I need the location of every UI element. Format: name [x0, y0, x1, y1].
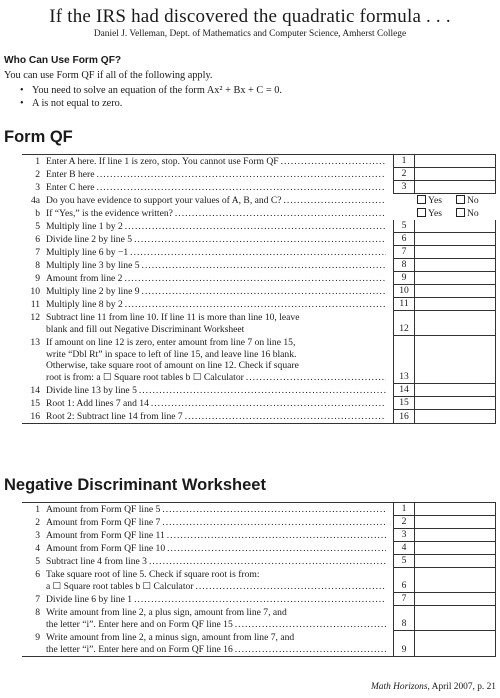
- yes-checkbox[interactable]: [417, 208, 426, 217]
- line-box: [393, 593, 415, 606]
- line-number: 9: [35, 632, 40, 643]
- line-instruction: [46, 182, 386, 194]
- line-number: 10: [30, 286, 40, 297]
- dot-leader: [134, 594, 386, 606]
- dot-leader: [142, 286, 386, 298]
- footer-date-page: , April 2007, p. 21: [427, 682, 496, 692]
- line-instruction: [46, 169, 386, 181]
- form-line: [22, 194, 496, 207]
- instruction-text: Write amount from line 2, a minus sign, amount from line 7, and: [46, 632, 295, 643]
- line-box-number: 3: [401, 529, 407, 541]
- line-number: b: [35, 208, 40, 219]
- line-box-number: 3: [401, 181, 407, 193]
- line-instruction: [46, 312, 386, 335]
- line-box: [393, 233, 415, 246]
- amount-field[interactable]: [413, 168, 496, 181]
- form-line: [22, 568, 496, 593]
- dot-leader: [167, 543, 386, 555]
- instruction-text: Subtract line 11 from line 10. If line 11 is more than line 10, leave: [46, 312, 300, 323]
- line-box-number: 10: [399, 285, 409, 297]
- line-box-number: 7: [401, 246, 407, 258]
- negative-table: [22, 502, 496, 657]
- form-line: [22, 529, 496, 542]
- line-instruction: [46, 273, 386, 285]
- who-heading: Who Can Use Form QF?: [4, 55, 122, 66]
- form-line: [22, 207, 496, 220]
- form-line: [22, 168, 496, 181]
- form-line: [22, 397, 496, 410]
- instruction-text: Root 2: Subtract line 14 from line 7: [46, 411, 183, 422]
- negative-heading: Negative Discriminant Worksheet: [4, 476, 266, 494]
- dot-leader: [167, 530, 386, 542]
- line-instruction: [46, 208, 386, 220]
- form-line: [22, 155, 496, 168]
- form-line: [22, 220, 496, 233]
- who-intro: You can use Form QF if all of the following apply.: [4, 70, 213, 81]
- dot-leader: [139, 385, 386, 397]
- instruction-text: Do you have evidence to support your values of A, B, and C?: [46, 195, 282, 206]
- line-box: [393, 259, 415, 272]
- instruction-text: Enter A here. If line 1 is zero, stop. You cannot use Form QF: [46, 156, 279, 167]
- line-number: 15: [30, 398, 40, 409]
- line-box-number: 15: [399, 397, 409, 409]
- amount-field[interactable]: [413, 155, 496, 168]
- line-box-number: 14: [399, 384, 409, 396]
- instruction-text: root is from: a ☐ Square root tables b ☐ Calculator: [46, 371, 244, 383]
- yes-no-choice: [417, 208, 479, 220]
- footer-citation: [371, 682, 496, 692]
- line-instruction: [46, 286, 386, 298]
- instruction-text: Root 1: Add lines 7 and 14: [46, 398, 149, 409]
- form-line: [22, 555, 496, 568]
- dot-leader: [151, 398, 386, 410]
- yes-no-choice: [417, 195, 479, 207]
- form-line: [22, 503, 496, 516]
- line-instruction: [46, 411, 386, 423]
- line-instruction: [46, 569, 386, 592]
- line-box-number: 1: [401, 503, 407, 515]
- instruction-text: Amount from line 2: [46, 273, 123, 284]
- instruction-text: Multiply line 6 by −1: [46, 247, 129, 258]
- instruction-text: Divide line 6 by line 1: [46, 594, 133, 605]
- line-number: 4: [35, 543, 40, 554]
- instruction-text: Amount from Form QF line 11: [46, 530, 165, 541]
- line-number: 5: [35, 556, 40, 567]
- yes-checkbox[interactable]: [417, 195, 426, 204]
- line-number: 6: [35, 569, 40, 580]
- line-number: 1: [35, 504, 40, 515]
- line-number: 13: [30, 337, 40, 348]
- line-instruction: [46, 530, 386, 542]
- line-instruction: [46, 221, 386, 233]
- amount-field[interactable]: [413, 516, 496, 529]
- dot-leader: [284, 195, 386, 207]
- form-line: [22, 542, 496, 555]
- line-box-number: 1: [401, 155, 407, 167]
- form-line: [22, 410, 496, 423]
- form-line: [22, 233, 496, 246]
- form-line: [22, 516, 496, 529]
- form-line: [22, 311, 496, 336]
- instruction-text: If “Yes,” is the evidence written?: [46, 208, 173, 219]
- line-instruction: [46, 594, 386, 606]
- line-number: 1: [35, 156, 40, 167]
- line-box: [393, 155, 415, 168]
- line-box: [393, 246, 415, 259]
- line-box: [393, 298, 415, 311]
- instruction-text: a ☐ Square root tables b ☐ Calculator: [46, 580, 194, 592]
- line-instruction: [46, 517, 386, 529]
- line-number: 3: [35, 530, 40, 541]
- form-qf-table: [22, 154, 496, 424]
- amount-field[interactable]: [413, 259, 496, 272]
- line-box-number: 6: [401, 233, 407, 245]
- line-number: 7: [35, 247, 40, 258]
- no-checkbox[interactable]: [456, 208, 465, 217]
- instruction-text: Subtract line 4 from line 3: [46, 556, 147, 567]
- amount-field[interactable]: [413, 181, 496, 194]
- line-number: 9: [35, 273, 40, 284]
- amount-field[interactable]: [413, 336, 496, 384]
- line-instruction: [46, 504, 386, 516]
- line-box: [393, 168, 415, 181]
- no-label: No: [466, 208, 479, 219]
- yes-label: Yes: [428, 195, 442, 206]
- instruction-text: the letter “i”. Enter here and on Form QF line 15: [46, 618, 233, 630]
- form-line: [22, 181, 496, 194]
- dot-leader: [130, 247, 386, 259]
- who-bullets: [20, 84, 282, 110]
- amount-field[interactable]: [413, 384, 496, 397]
- instruction-text: write “Dbl Rt” in space to left of line 15, and leave line 16 blank.: [46, 348, 297, 360]
- instruction-text: Amount from Form QF line 5: [46, 504, 161, 515]
- dot-leader: [235, 644, 386, 656]
- line-box: [393, 220, 415, 233]
- author-line: Daniel J. Velleman, Dept. of Mathematics and Computer Science, Amherst College: [93, 29, 407, 39]
- line-instruction: [46, 337, 386, 383]
- line-box-number: 11: [399, 298, 409, 310]
- line-number: 4a: [30, 195, 40, 206]
- line-box-number: 8: [401, 618, 407, 630]
- line-box-number: 2: [401, 168, 407, 180]
- instruction-text: the letter “i”. Enter here and on Form QF line 16: [46, 643, 233, 655]
- line-box-number: 8: [401, 259, 407, 271]
- dot-leader: [162, 517, 386, 529]
- form-line: [22, 298, 496, 311]
- instruction-text: Multiply line 8 by 2: [46, 299, 123, 310]
- line-box-number: 6: [401, 580, 407, 592]
- line-number: 6: [35, 234, 40, 245]
- line-instruction: [46, 299, 386, 311]
- instruction-text: Enter B here: [46, 169, 95, 180]
- line-number: 7: [35, 594, 40, 605]
- line-number: 2: [35, 517, 40, 528]
- line-box: [393, 410, 415, 423]
- line-instruction: [46, 385, 386, 397]
- page-title: If the IRS had discovered the quadratic formula . . .: [49, 6, 451, 27]
- line-box: [393, 516, 415, 529]
- line-instruction: [46, 632, 386, 655]
- no-label: No: [466, 195, 479, 206]
- line-instruction: [46, 543, 386, 555]
- amount-field[interactable]: [413, 503, 496, 516]
- line-box-number: 12: [399, 323, 409, 335]
- form-line: [22, 272, 496, 285]
- form-line: [22, 246, 496, 259]
- line-number: 5: [35, 221, 40, 232]
- dot-leader: [175, 208, 386, 220]
- form-line: [22, 384, 496, 397]
- dot-leader: [142, 260, 386, 272]
- line-box-number: 9: [401, 644, 407, 656]
- line-box: [393, 503, 415, 516]
- instruction-text: Otherwise, take square root of amount on line 12. Check if square: [46, 360, 299, 372]
- line-box-number: 13: [399, 371, 409, 383]
- dot-leader: [162, 504, 386, 516]
- instruction-text: Divide line 2 by line 5: [46, 234, 133, 245]
- dot-leader: [281, 156, 386, 168]
- dot-leader: [125, 221, 386, 233]
- line-instruction: [46, 195, 386, 207]
- line-box-number: 2: [401, 516, 407, 528]
- footer-source: Math Horizons: [370, 682, 428, 692]
- amount-field[interactable]: [413, 246, 496, 259]
- line-box: [393, 555, 415, 568]
- line-number: 8: [35, 260, 40, 271]
- line-box: [393, 336, 415, 384]
- dot-leader: [195, 581, 386, 593]
- line-box-number: 16: [399, 411, 409, 423]
- line-instruction: [46, 398, 386, 410]
- line-box: [393, 181, 415, 194]
- instruction-text: Multiply line 1 by 2: [46, 221, 123, 232]
- line-instruction: [46, 247, 386, 259]
- instruction-text: blank and fill out Negative Discriminant Worksheet: [46, 323, 245, 335]
- line-number: 8: [35, 607, 40, 618]
- amount-field[interactable]: [413, 311, 496, 336]
- instruction-text: If amount on line 12 is zero, enter amount from line 7 on line 15,: [46, 337, 296, 348]
- dot-leader: [246, 372, 386, 384]
- amount-field[interactable]: [413, 631, 496, 656]
- line-box: [393, 384, 415, 397]
- line-box: [393, 529, 415, 542]
- line-instruction: [46, 156, 386, 168]
- line-number: 3: [35, 182, 40, 193]
- amount-field[interactable]: [413, 285, 496, 298]
- line-instruction: [46, 556, 386, 568]
- amount-field[interactable]: [413, 298, 496, 311]
- line-box-number: 5: [401, 220, 407, 232]
- line-box-number: 5: [401, 555, 407, 567]
- amount-field[interactable]: [413, 555, 496, 568]
- form-line: [22, 259, 496, 272]
- dot-leader: [96, 182, 386, 194]
- line-box: [393, 311, 415, 336]
- instruction-text: Amount from Form QF line 10: [46, 543, 166, 554]
- line-box: [393, 606, 415, 631]
- form-qf-heading: Form QF: [4, 128, 73, 146]
- amount-field[interactable]: [413, 410, 496, 423]
- line-box: [393, 542, 415, 555]
- amount-field[interactable]: [413, 397, 496, 410]
- amount-field[interactable]: [413, 220, 496, 233]
- line-number: 2: [35, 169, 40, 180]
- amount-field[interactable]: [413, 606, 496, 631]
- instruction-text: Multiply line 3 by line 5: [46, 260, 140, 271]
- yes-label: Yes: [428, 208, 442, 219]
- instruction-text: Take square root of line 5. Check if square root is from:: [46, 569, 260, 580]
- dot-leader: [149, 556, 386, 568]
- form-line: [22, 606, 496, 631]
- dot-leader: [124, 273, 386, 285]
- line-number: 14: [30, 385, 40, 396]
- dot-leader: [134, 234, 386, 246]
- instruction-text: Amount from Form QF line 7: [46, 517, 161, 528]
- line-box: [393, 285, 415, 298]
- line-box-number: 4: [401, 542, 407, 554]
- form-line: [22, 285, 496, 298]
- bullet-item: • A is not equal to zero.: [20, 97, 282, 110]
- line-number: 16: [30, 411, 40, 422]
- dot-leader: [185, 411, 386, 423]
- line-number: 11: [30, 299, 40, 310]
- amount-field[interactable]: [413, 568, 496, 593]
- amount-field[interactable]: [413, 233, 496, 246]
- line-box: [393, 631, 415, 656]
- amount-field[interactable]: [413, 542, 496, 555]
- instruction-text: Divide line 13 by line 5: [46, 385, 137, 396]
- line-number: 12: [30, 312, 40, 323]
- line-box-number: 9: [401, 272, 407, 284]
- line-box: [393, 568, 415, 593]
- line-box: [393, 272, 415, 285]
- form-line: [22, 336, 496, 384]
- dot-leader: [235, 619, 386, 631]
- no-checkbox[interactable]: [456, 195, 465, 204]
- dot-leader: [96, 169, 386, 181]
- line-instruction: [46, 260, 386, 272]
- line-box: [393, 397, 415, 410]
- amount-field[interactable]: [413, 272, 496, 285]
- line-instruction: [46, 607, 386, 630]
- instruction-text: Write amount from line 2, a plus sign, amount from line 7, and: [46, 607, 287, 618]
- line-instruction: [46, 234, 386, 246]
- instruction-text: Enter C here: [46, 182, 95, 193]
- line-box-number: 7: [401, 593, 407, 605]
- form-line: [22, 631, 496, 656]
- instruction-text: Multiply line 2 by line 9: [46, 286, 140, 297]
- bullet-item: • You need to solve an equation of the form Ax² + Bx + C = 0.: [20, 84, 282, 97]
- amount-field[interactable]: [413, 529, 496, 542]
- dot-leader: [125, 299, 386, 311]
- form-line: [22, 593, 496, 606]
- amount-field[interactable]: [413, 593, 496, 606]
